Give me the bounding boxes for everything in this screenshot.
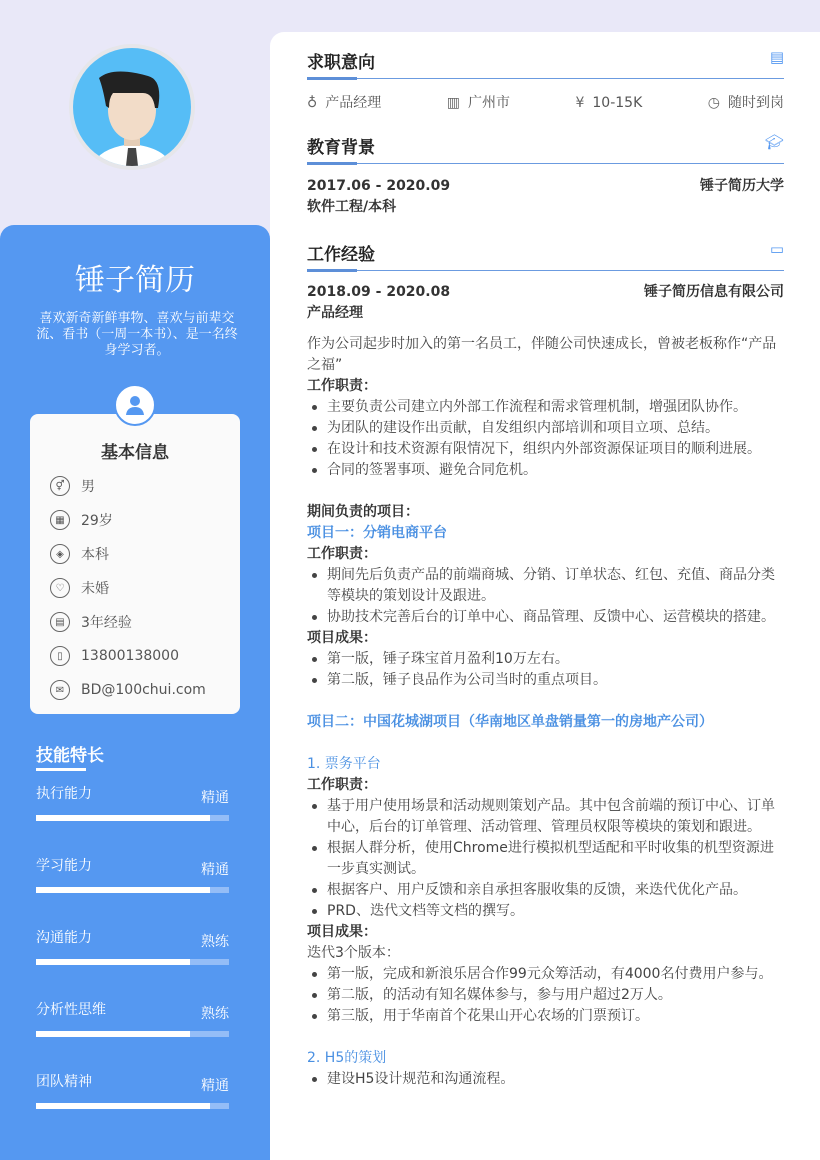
heart-icon: ♡: [50, 578, 70, 598]
section-title: 求职意向: [307, 53, 375, 73]
skill-item: [36, 999, 229, 1059]
info-value: BD@100chui.com: [81, 682, 206, 698]
list-item: PRD、迭代文档等文档的撰写。: [307, 901, 784, 922]
work-role: 产品经理: [307, 305, 363, 321]
project-2-title: 项目二：中国花城湖项目（华南地区单盘销量第一的房地产公司）: [307, 714, 713, 730]
work-period: 2018.09 - 2020.08: [307, 284, 451, 300]
list-item: 第一版，完成和新浪乐居合作99元众筹活动，有4000名付费用户参与。: [307, 964, 784, 985]
main-content: [270, 32, 820, 1160]
list-item: 第一版，锤子珠宝首月盈利10万左右。: [307, 649, 784, 670]
list-item: 根据客户、用户反馈和亲自承担客服收集的反馈，来迭代优化产品。: [307, 880, 784, 901]
list-item: 在设计和技术资源有限情况下，组织内外部资源保证项目的顺利进展。: [307, 439, 784, 460]
skill-name: 沟通能力: [36, 930, 92, 946]
document-icon: ▤: [769, 48, 784, 66]
subproject-1-title: 1. 票务平台: [307, 756, 381, 772]
info-value: 29岁: [81, 513, 113, 529]
info-marital: [30, 571, 240, 605]
skill-bar-fill: [36, 887, 210, 893]
subproject-1-results: [307, 964, 784, 1027]
list-item: 第二版，锤子良品作为公司当时的重点项目。: [307, 670, 784, 691]
duties-list: [307, 397, 784, 481]
duties-label: 工作职责：: [307, 378, 377, 394]
skill-bar-fill: [36, 815, 210, 821]
subproject-2-items: [307, 1069, 784, 1090]
yen-icon: ¥: [575, 95, 585, 111]
intent-city: [447, 93, 510, 114]
skills-title: 技能特长: [36, 741, 86, 771]
intent-salary: [575, 93, 642, 114]
skill-name: 学习能力: [36, 858, 92, 874]
subproject-2-title: 2. H5的策划: [307, 1050, 387, 1066]
results-label: 项目成果：: [307, 924, 377, 940]
skill-item: [36, 855, 229, 915]
list-item: 协助技术完善后台的订单中心、商品管理、反馈中心、运营模块的搭建。: [307, 607, 784, 628]
mail-icon: ✉: [50, 680, 70, 700]
work-header: [307, 224, 784, 271]
skill-bar-fill: [36, 1103, 210, 1109]
work-description: 作为公司起步时加入的第一名员工，伴随公司快速成长，曾被老板称作“产品之福”: [307, 336, 777, 373]
skill-bar-fill: [36, 959, 190, 965]
skill-bar-fill: [36, 1031, 190, 1037]
section-title: 工作经验: [307, 245, 375, 265]
skill-bar: [36, 887, 229, 893]
intent-position: [307, 93, 381, 114]
basic-info-title: 基本信息: [101, 443, 169, 463]
skill-level: 熟练: [201, 934, 229, 950]
project-1-results: [307, 649, 784, 691]
briefcase-icon: ▤: [50, 612, 70, 632]
list-item: 第二版，的活动有知名媒体参与，参与用户超过2万人。: [307, 985, 784, 1006]
work-row: [307, 282, 784, 303]
clock-icon: ◷: [707, 95, 720, 111]
info-degree: [30, 537, 240, 571]
list-item: 主要负责公司建立内外部工作流程和需求管理机制，增强团队协作。: [307, 397, 784, 418]
project-1-title: 项目一：分销电商平台: [307, 525, 447, 541]
info-value: 3年经验: [81, 615, 132, 631]
education-school: 锤子简历大学: [700, 178, 784, 194]
info-phone: [30, 639, 240, 673]
skills-section: [36, 741, 229, 1131]
skill-level: 精通: [201, 862, 229, 878]
user-icon: [114, 384, 156, 426]
skill-name: 团队精神: [36, 1074, 92, 1090]
education-header: [307, 117, 784, 164]
education-major: 软件工程/本科: [307, 199, 397, 215]
list-item: 基于用户使用场景和活动规则策划产品。其中包含前端的预订中心、订单中心，后台的订单管理、活动管理、管理员权限等模块的策划和跟进。: [307, 796, 784, 838]
skill-name: 执行能力: [36, 786, 92, 802]
info-value: 未婚: [81, 581, 109, 597]
duties-label: 工作职责：: [307, 546, 377, 562]
section-title: 教育背景: [307, 138, 375, 158]
work-company: 锤子简历信息有限公司: [644, 284, 784, 300]
info-gender: [30, 469, 240, 503]
subproject-1-duties: [307, 796, 784, 922]
list-item: 根据人群分析，使用Chrome进行模拟机型适配和平时收集的机型资源进一步真实测试。: [307, 838, 784, 880]
avatar: [69, 44, 195, 170]
motto: 喜欢新奇新鲜事物、喜欢与前辈交流、看书（一周一本书）、是一名终身学习者。: [36, 311, 238, 358]
building-icon: ▥: [446, 95, 460, 111]
candidate-name: 锤子简历: [75, 263, 195, 298]
intent-row: [307, 93, 784, 114]
info-value: 男: [81, 479, 95, 495]
avatar-illustration: [73, 48, 191, 166]
skill-item: [36, 783, 229, 843]
skill-level: 精通: [201, 790, 229, 806]
basic-info-card: [30, 414, 240, 714]
skill-bar: [36, 1103, 229, 1109]
education-row: [307, 176, 784, 197]
briefcase-icon: ▭: [769, 240, 784, 258]
skill-item: [36, 1071, 229, 1131]
intent-value: 随时到岗: [727, 95, 784, 111]
projects-label: 期间负责的项目：: [307, 504, 419, 520]
intent-value: 10-15K: [592, 95, 643, 111]
intent-value: 广州市: [467, 95, 510, 111]
skill-bar: [36, 815, 229, 821]
calendar-icon: ▦: [50, 510, 70, 530]
intent-value: 产品经理: [325, 95, 382, 111]
list-item: 第三版，用于华南首个花果山开心农场的门票预订。: [307, 1006, 784, 1027]
sidebar: [0, 225, 270, 1160]
list-item: 合同的签署事项、避免合同危机。: [307, 460, 784, 481]
phone-icon: ▯: [50, 646, 70, 666]
results-intro: 迭代3个版本：: [307, 945, 400, 961]
list-item: 建设H5设计规范和沟通流程。: [307, 1069, 784, 1090]
results-label: 项目成果：: [307, 630, 377, 646]
info-value: 13800138000: [81, 648, 179, 664]
list-item: 为团队的建设作出贡献，自发组织内部培训和项目立项、总结。: [307, 418, 784, 439]
skill-name: 分析性思维: [36, 1002, 106, 1018]
tie-icon: ♁: [307, 95, 318, 111]
graduation-cap-icon: 🎓︎: [764, 133, 784, 151]
duties-label: 工作职责：: [307, 777, 377, 793]
intent-header: [307, 32, 784, 79]
skill-level: 熟练: [201, 1006, 229, 1022]
project-1-duties: [307, 565, 784, 628]
list-item: 期间先后负责产品的前端商城、分销、订单状态、红包、充值、商品分类等模块的策划设计及跟进。: [307, 565, 784, 607]
info-email: [30, 673, 240, 707]
skill-item: [36, 927, 229, 987]
skill-bar: [36, 1031, 229, 1037]
education-period: 2017.06 - 2020.09: [307, 178, 451, 194]
graduation-cap-icon: ◈: [50, 544, 70, 564]
skill-level: 精通: [201, 1078, 229, 1094]
intent-availability: [708, 93, 784, 114]
info-age: [30, 503, 240, 537]
info-value: 本科: [81, 547, 109, 563]
info-experience: [30, 605, 240, 639]
skill-bar: [36, 959, 229, 965]
gender-icon: ⚥: [50, 476, 70, 496]
